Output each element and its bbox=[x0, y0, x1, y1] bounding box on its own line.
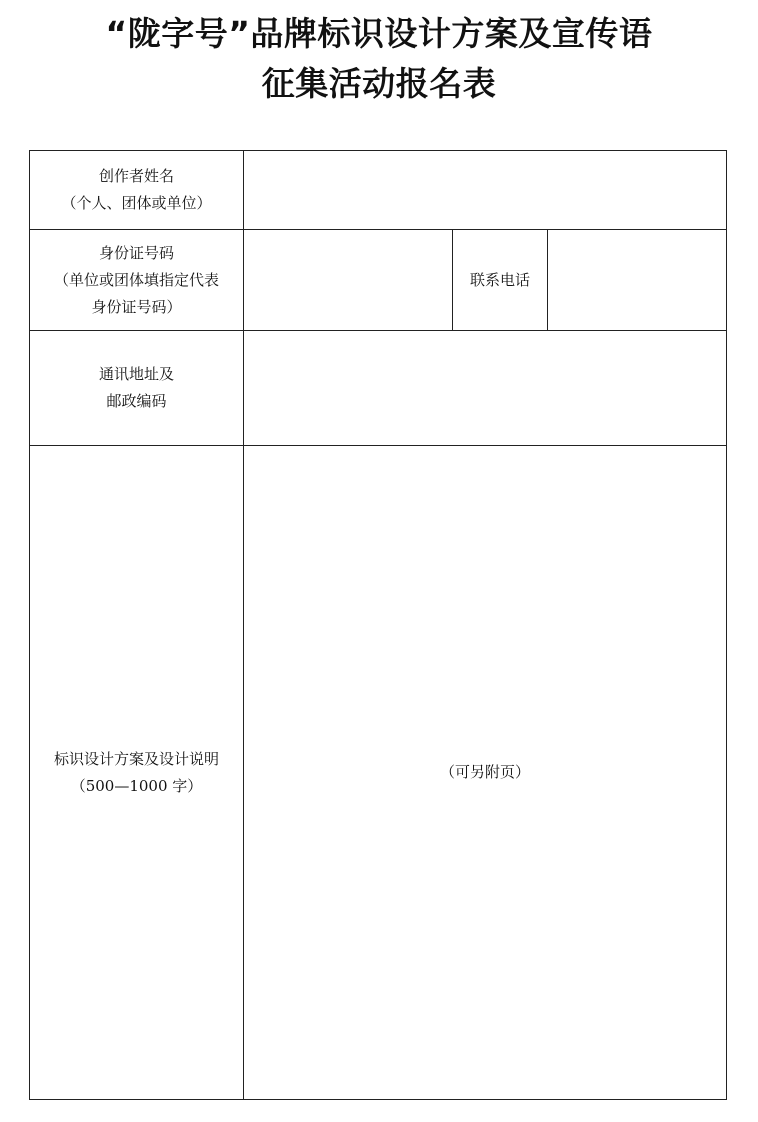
row-design bbox=[30, 446, 727, 1100]
attach-page-note: （可另附页） bbox=[440, 763, 531, 781]
registration-form-table bbox=[29, 150, 727, 1100]
form-title-line1: “陇字号”品牌标识设计方案及宣传语 bbox=[105, 14, 653, 53]
row-address bbox=[30, 331, 727, 446]
address-label: 通讯地址及 邮政编码 bbox=[30, 331, 244, 446]
creator-name-field[interactable] bbox=[244, 151, 727, 230]
design-description-field[interactable] bbox=[244, 446, 727, 1100]
creator-name-label: 创作者姓名 （个人、团体或单位） bbox=[30, 151, 244, 230]
design-description-label: 标识设计方案及设计说明 （500—1000 字） bbox=[30, 446, 244, 1100]
form-title-line2: 征集活动报名表 bbox=[261, 64, 497, 103]
id-number-label: 身份证号码 （单位或团体填指定代表 身份证号码） bbox=[30, 230, 244, 331]
phone-label: 联系电话 bbox=[453, 230, 548, 331]
id-number-field[interactable] bbox=[244, 230, 453, 331]
address-field[interactable] bbox=[244, 331, 727, 446]
row-creator bbox=[30, 151, 727, 230]
row-id-phone bbox=[30, 230, 727, 331]
phone-field[interactable] bbox=[548, 230, 727, 331]
